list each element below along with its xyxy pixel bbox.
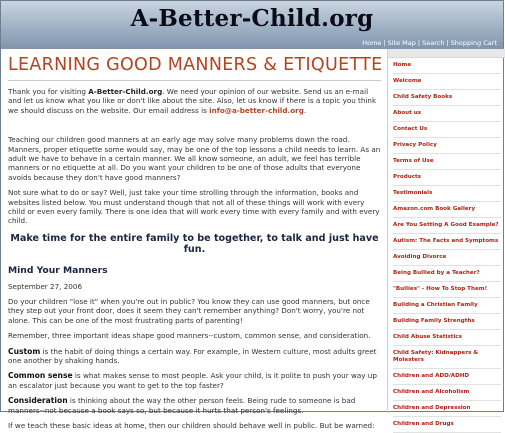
- sidebar-item-alcoholism[interactable]: Children and Alcoholism: [393, 385, 501, 401]
- sidebar: [387, 49, 505, 427]
- sidebar-item-autism[interactable]: Autism: The Facts and Symptoms: [393, 234, 501, 250]
- basic-ideas-paragraph: If we teach these basic ideas at home, then our children should behave well in public. But be warned:: [8, 420, 375, 430]
- sidebar-item-privacy-policy[interactable]: Privacy Policy: [393, 138, 501, 154]
- sidebar-item-add-adhd[interactable]: Children and ADD/ADHD: [393, 369, 501, 385]
- sidebar-item-welcome[interactable]: Welcome: [393, 74, 501, 90]
- three-ideas-paragraph: Remember, three important ideas shape good manners--custom, common sense, and consideration.: [8, 331, 371, 341]
- sidebar-header: [388, 49, 505, 58]
- section-heading: Mind Your Manners: [8, 264, 108, 276]
- sidebar-item-drugs[interactable]: Children and Drugs: [393, 417, 501, 433]
- sidebar-item-avoiding-divorce[interactable]: Avoiding Divorce: [393, 250, 501, 266]
- sidebar-item-home[interactable]: Home: [393, 58, 501, 74]
- intro-text: .: [303, 105, 307, 115]
- common-sense-paragraph: [8, 371, 381, 390]
- email-link[interactable]: info@a-better-child.org: [209, 105, 304, 115]
- sidebar-item-kidnappers-molesters[interactable]: Child Safety: Kidnappers & Molesters: [393, 346, 501, 369]
- sidebar-item-bullied-by-teacher[interactable]: Being Bullied by a Teacher?: [393, 266, 501, 282]
- sidebar-item-testimonials[interactable]: Testimonials: [393, 186, 501, 202]
- manners-paragraph: Teaching our children good manners at an early age may solve many problems down the road. Manners, proper etiquette some would say, may be one of the top lessons a child needs to learn. As an adult we have to behave in a certain manner. We all know someone, an adult, we feel has terrible manners or no etiquette at all. Do you want your children to be one of those adults that everyone avoids because they don't have good manners?: [8, 135, 381, 182]
- nav-search-link[interactable]: Search: [422, 39, 445, 47]
- sidebar-item-bullies[interactable]: "Bullies" - How To Stop Them!: [393, 282, 501, 298]
- nav-separator: |: [446, 39, 449, 47]
- main-content: [1, 49, 387, 430]
- common-sense-term: Common sense: [8, 371, 73, 381]
- nav-shopping-cart-link[interactable]: Shopping Cart: [450, 39, 497, 47]
- sidebar-item-christian-family[interactable]: Building a Christian Family: [393, 298, 501, 314]
- custom-paragraph: [8, 347, 381, 366]
- consideration-term: Consideration: [8, 396, 68, 406]
- not-sure-paragraph: Not sure what to do or say? Well, just take your time strolling through the information, books and websites listed below. You must understand though that not all of these things will work with every child or even every family. There is one idea that will work every time with every family and with every child.: [8, 188, 380, 226]
- sidebar-item-about-us[interactable]: About us: [393, 106, 501, 122]
- sidebar-item-depression[interactable]: Children and Depression: [393, 401, 501, 417]
- sidebar-link-list: [388, 58, 505, 433]
- nav-separator: |: [383, 39, 386, 47]
- nav-site-map-link[interactable]: Site Map: [387, 39, 416, 47]
- consideration-text: is thinking about the way the other person feels. Being rude to someone is bad manners--not because a book says so, but because it hurts that person's feelings.: [8, 396, 356, 415]
- sidebar-item-good-example[interactable]: Are You Setting A Good Example?: [393, 218, 501, 234]
- intro-text: Thank you for visiting: [8, 87, 89, 96]
- nav-home-link[interactable]: Home: [362, 39, 382, 47]
- intro-text: . We need your opinion of our website. Send us an e-mail and let us know what you like or don't like about the site. Also, let us know if there is a topic you think we should discuss on the website. Our email address is: [8, 87, 377, 115]
- top-nav: [362, 39, 497, 47]
- site-title[interactable]: A-Better-Child.org: [130, 5, 374, 32]
- common-sense-text: is what makes sense to most people. Ask your child, is it polite to push your way up an escalator just because you want to get to the top faster?: [8, 371, 377, 390]
- sidebar-item-family-strengths[interactable]: Building Family Strengths: [393, 314, 501, 330]
- lose-it-paragraph: Do your children "lose it" when you're out in public? You know they can use good manners, but once they step out your front door, does it seem they can't remember anything? Don't worry, you're not alone. This can be one of the most frustrating parts of parenting!: [8, 296, 370, 325]
- consideration-paragraph: [8, 396, 381, 415]
- family-time-highlight: Make time for the entire family to be together, to talk and just have fun.: [10, 232, 379, 255]
- site-header: [1, 1, 503, 49]
- sidebar-item-products[interactable]: Products: [393, 170, 501, 186]
- sidebar-item-child-abuse-statistics[interactable]: Child Abuse Statistics: [393, 330, 501, 346]
- sidebar-item-contact-us[interactable]: Contact Us: [393, 122, 501, 138]
- custom-text: is the habit of doing things a certain way. For example, in Western culture, most adults greet one another by shaking hands.: [8, 346, 377, 365]
- sidebar-item-terms-of-use[interactable]: Terms of Use: [393, 154, 501, 170]
- intro-paragraph: [8, 87, 381, 115]
- sidebar-item-child-safety-books[interactable]: Child Safety Books: [393, 90, 501, 106]
- article-date: September 27, 2006: [8, 281, 83, 291]
- page-title: LEARNING GOOD MANNERS & ETIQUETTE: [8, 55, 381, 81]
- custom-term: Custom: [8, 346, 41, 356]
- nav-separator: |: [417, 39, 421, 47]
- sidebar-item-book-gallery[interactable]: Amazon.com Book Gallery: [393, 202, 501, 218]
- intro-site-name: A-Better-Child.org: [88, 87, 163, 96]
